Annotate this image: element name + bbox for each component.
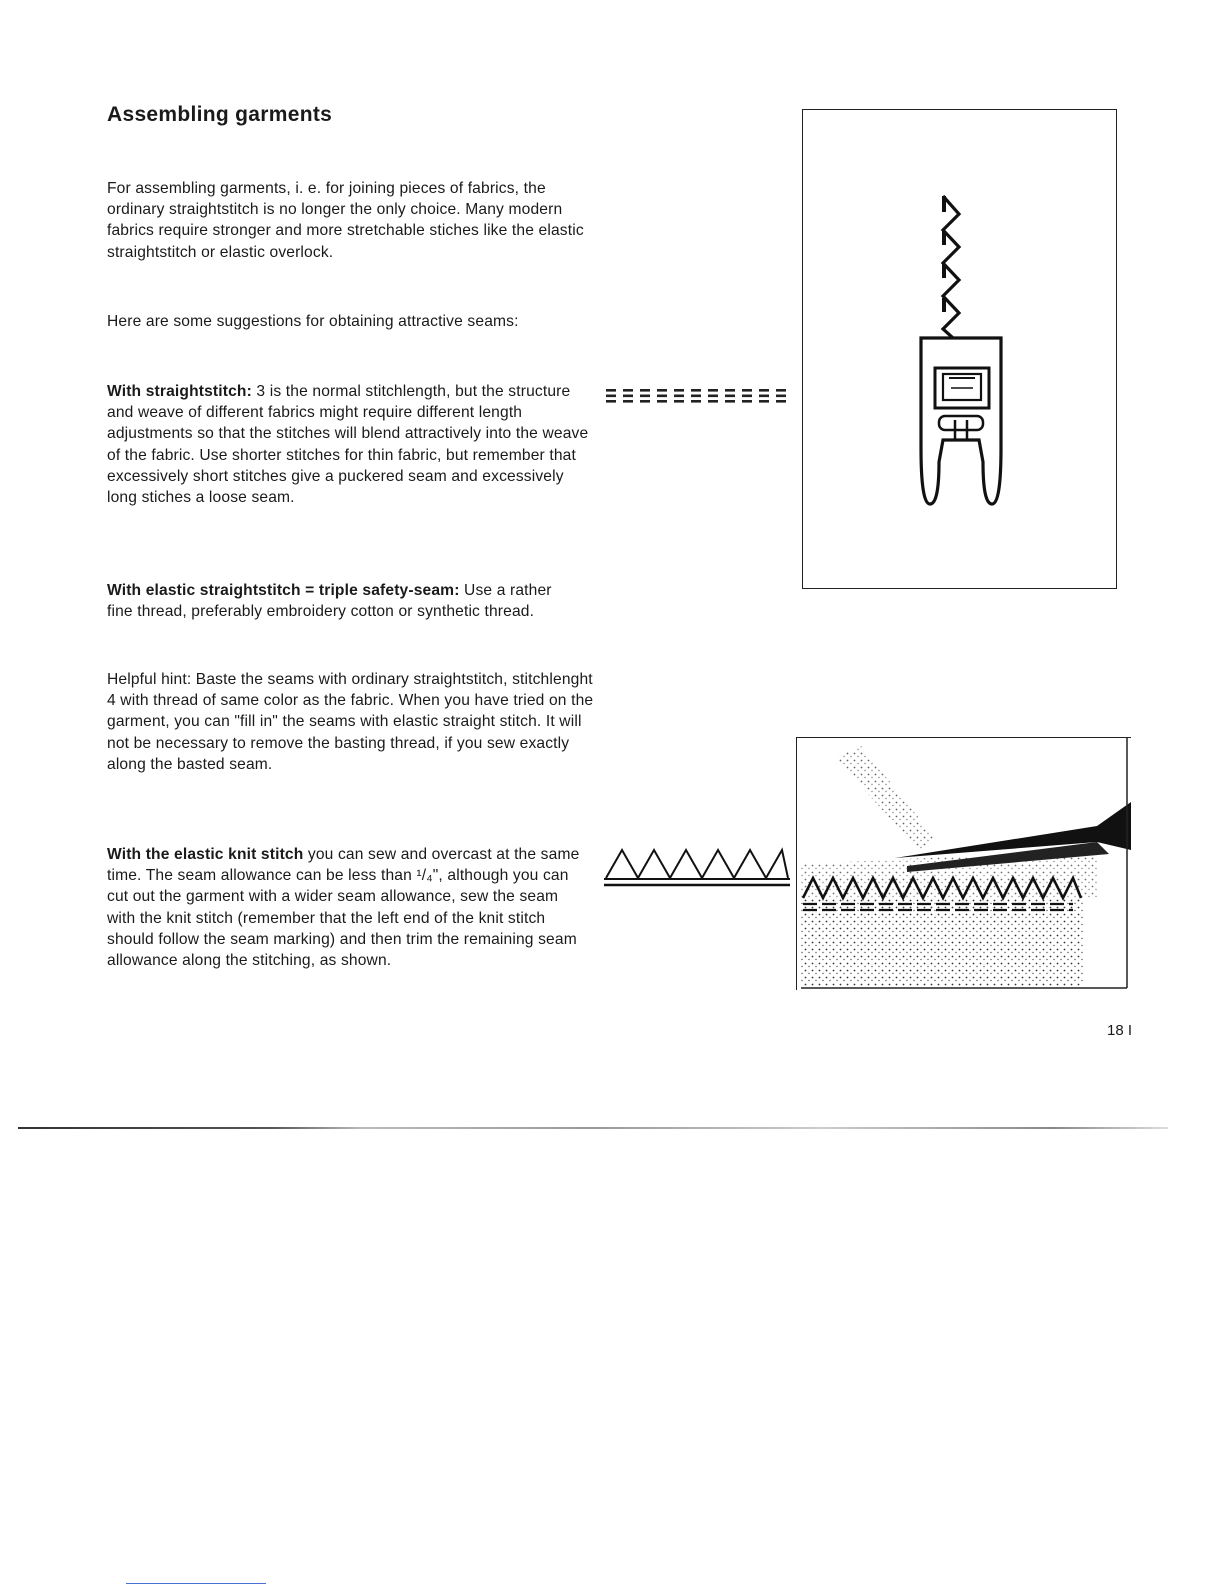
elastic-straightstitch-text: Use a rather fine thread, preferably embroidery cotton or synthetic thread. <box>107 582 552 621</box>
straightstitch-paragraph <box>107 381 592 508</box>
seam-trimming-figure <box>796 737 1131 990</box>
presser-foot-figure <box>802 109 1117 589</box>
knit-stitch-text: you can sew and overcast at the same time. The seam allowance can be less than ¹/₄", although you can cut out the garment with a wider seam allowance, sew the seam with the knit stitch (remember that the left end of the knit stitch should follow the seam marking) and then trim the remaining seam allowance along the stitching, as shown. <box>107 846 580 970</box>
scissors-trimming-illustration <box>797 738 1131 990</box>
straightstitch-label: With straightstitch: <box>107 383 252 400</box>
elastic-straightstitch-label: With elastic straightstitch = triple safety-seam: <box>107 582 460 599</box>
straightstitch-text: 3 is the normal stitchlength, but the structure and weave of different fabrics might require different length adjustments so that the stitches will blend attractively into the weave of the fabric. Use shorter stitches for thin fabric, but remember that excessively short stitches give a puckered seam and excessively long stiches a loose seam. <box>107 383 589 507</box>
helpful-hint-paragraph: Helpful hint: Baste the seams with ordinary straightstitch, stitchlenght 4 with thread of same color as the fabric. When you have tried on the garment, you can "fill in" the seams with elastic straight stitch. It will not be necessary to remove the basting thread, if you sew exactly along the basted seam. <box>107 671 594 773</box>
page-title: Assembling garments <box>107 103 333 126</box>
page-number: 18 I <box>1107 1022 1133 1039</box>
elastic-straightstitch-paragraph <box>107 580 577 622</box>
suggestions-paragraph: Here are some suggestions for obtaining attractive seams: <box>107 313 519 330</box>
knit-stitch-label: With the elastic knit stitch <box>107 846 304 863</box>
triple-stitch-symbol-icon <box>606 386 788 406</box>
scan-divider-line <box>18 1127 1168 1129</box>
intro-paragraph: For assembling garments, i. e. for joining pieces of fabrics, the ordinary straightstitch is no longer the only choice. Many modern fabrics require stronger and more stretchable stiches like the elastic straightstitch or elastic overlock. <box>107 180 584 261</box>
knit-stitch-symbol-icon <box>604 844 790 888</box>
presser-foot-illustration <box>803 110 1116 588</box>
knit-stitch-paragraph <box>107 844 587 971</box>
